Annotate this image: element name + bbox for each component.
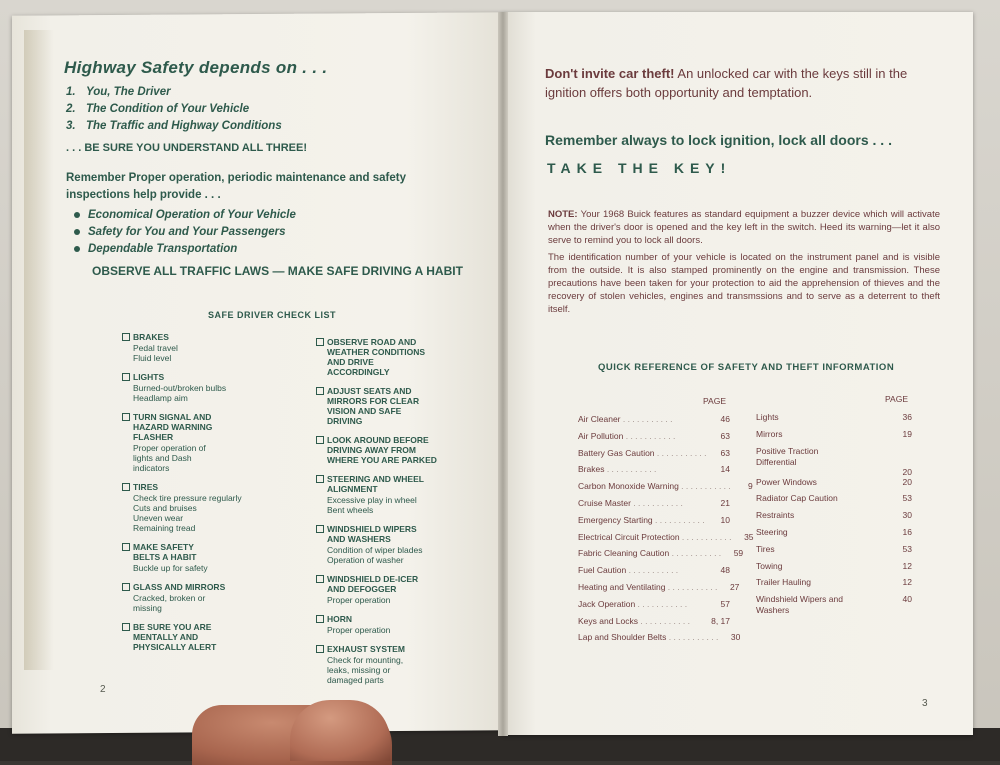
depends-list: [66, 86, 282, 137]
table-row: Carbon Monoxide Warning . . . 9: [578, 481, 730, 498]
checklist-item: WINDSHIELD DE-ICER AND DEFOGGER Proper operation: [316, 574, 466, 605]
table-row: Keys and Locks . . . 8, 17: [578, 616, 730, 633]
table-row: Fuel Caution . . . 48: [578, 565, 730, 582]
checklist-item: TIRES Check tire pressure regularly Cuts and bruises Uneven wear Remaining tread: [122, 482, 272, 533]
table-row: Lights 36: [756, 412, 912, 422]
table-row: Mirrors 19: [756, 428, 912, 439]
table-row: Fabric Cleaning Caution . . . 59: [578, 548, 730, 565]
lock-reminder: Remember always to lock ignition, lock all doors . . .: [545, 132, 892, 148]
checklist-column-1: [122, 332, 272, 661]
table-row: Tires 53: [756, 543, 912, 554]
bullet-icon: [74, 212, 80, 218]
quick-reference-title: QUICK REFERENCE OF SAFETY AND THEFT INFORMATION: [598, 362, 895, 373]
table-row: Trailer Hauling 12: [756, 577, 912, 588]
list-item: 2. The Condition of Your Vehicle: [66, 103, 250, 115]
remember-paragraph: Remember Proper operation, periodic maintenance and safety inspections help provide . . .: [66, 172, 406, 201]
checklist-item: GLASS AND MIRRORS Cracked, broken or missing: [122, 582, 272, 613]
checkbox-icon: [316, 475, 324, 483]
checklist-item: WINDSHIELD WIPERS AND WASHERS Condition of wiper blades Operation of washer: [316, 524, 466, 565]
list-item: 3. The Traffic and Highway Conditions: [66, 120, 282, 132]
checkbox-icon: [316, 436, 324, 444]
checkbox-icon: [122, 583, 130, 591]
checklist-column-2: [316, 337, 466, 694]
page-heading: Highway Safety depends on . . .: [64, 58, 328, 77]
page-column-header: PAGE: [703, 396, 726, 406]
book-spine: [498, 12, 508, 736]
quick-reference-column-1: [578, 396, 754, 649]
checkbox-icon: [122, 543, 130, 551]
checklist-item: BE SURE YOU ARE MENTALLY AND PHYSICALLY ALERT: [122, 622, 272, 652]
checkbox-icon: [122, 483, 130, 491]
table-row: Brakes . . . 14: [578, 464, 730, 481]
page-column-header: PAGE: [885, 394, 908, 404]
page-stain: [24, 30, 54, 670]
checklist-item: BRAKES Pedal travel Fluid level: [122, 332, 272, 363]
checklist-item: OBSERVE ROAD AND WEATHER CONDITIONS AND DRIVE ACCORDINGLY: [316, 337, 466, 377]
checklist-item: LOOK AROUND BEFORE DRIVING AWAY FROM WHERE YOU ARE PARKED: [316, 435, 466, 465]
quick-reference-column-2: [756, 394, 912, 616]
buzzer-note: NOTE: Your 1968 Buick features as standard equipment a buzzer device which will activate when the driver's door is opened and the key left in the switch. Heed its warning—let it also serve to remind you to lock all doors.: [548, 209, 940, 246]
table-row: Battery Gas Caution . . . 63: [578, 448, 730, 465]
table-row: Positive Traction Differential 20: [756, 445, 912, 477]
table-row: Steering 16: [756, 526, 912, 537]
table-row: Jack Operation . . . 57: [578, 599, 730, 616]
table-row: Restraints 30: [756, 510, 912, 521]
checklist-item: HORN Proper operation: [316, 614, 466, 635]
take-key-heading: TAKE THE KEY!: [547, 160, 732, 176]
table-row: Electrical Circuit Protection . . . 35: [578, 532, 730, 549]
theft-intro: Don't invite car theft! An unlocked car with the keys still in the ignition offers both opportunity and temptation.: [545, 66, 908, 100]
thumb-photo: [290, 700, 390, 761]
list-item: 1. You, The Driver: [66, 86, 171, 98]
checkbox-icon: [122, 373, 130, 381]
table-row: Air Pollution . . . 63: [578, 431, 730, 448]
checkbox-icon: [316, 615, 324, 623]
checkbox-icon: [316, 338, 324, 346]
checklist-item: MAKE SAFETY BELTS A HABIT Buckle up for safety: [122, 542, 272, 573]
list-item: Economical Operation of Your Vehicle: [74, 209, 296, 226]
checklist-item: EXHAUST SYSTEM Check for mounting, leaks, missing or damaged parts: [316, 644, 466, 685]
checklist-item: TURN SIGNAL AND HAZARD WARNING FLASHER Proper operation of lights and Dash indicators: [122, 412, 272, 473]
benefits-list: [74, 209, 296, 260]
table-row: Power Windows 20: [756, 476, 912, 487]
checkbox-icon: [316, 645, 324, 653]
identification-paragraph: The identification number of your vehicle is located on the instrument panel and is visible from the outside. It is also stamped prominently on the engine and transmission. These precautions have been taken for your protection to aid the apprehension of thieves and the recovery of stolen vehicles, engines and transmssions and to serve as a deterrent to theft itself.: [548, 252, 940, 315]
table-row: Heating and Ventilating . . . 27: [578, 582, 730, 599]
checklist-item: ADJUST SEATS AND MIRRORS FOR CLEAR VISION AND SAFE DRIVING: [316, 386, 466, 426]
table-row: Emergency Starting . . . 10: [578, 515, 730, 532]
table-row: Air Cleaner . . . 46: [578, 414, 730, 431]
table-row: Cruise Master . . . 21: [578, 498, 730, 515]
table-row: Towing 12: [756, 560, 912, 571]
bullet-icon: [74, 246, 80, 252]
list-item: Dependable Transportation: [74, 243, 296, 260]
checkbox-icon: [316, 525, 324, 533]
page-number-left: 2: [100, 684, 106, 695]
checkbox-icon: [316, 575, 324, 583]
checkbox-icon: [122, 333, 130, 341]
checklist-item: STEERING AND WHEEL ALIGNMENT Excessive play in wheel Bent wheels: [316, 474, 466, 515]
checkbox-icon: [122, 413, 130, 421]
checkbox-icon: [316, 387, 324, 395]
page-number-right: 3: [922, 698, 928, 709]
checkbox-icon: [122, 623, 130, 631]
list-item: Safety for You and Your Passengers: [74, 226, 296, 243]
checklist-item: LIGHTS Burned-out/broken bulbs Headlamp aim: [122, 372, 272, 403]
observe-slogan: OBSERVE ALL TRAFFIC LAWS — MAKE SAFE DRIVING A HABIT: [92, 264, 463, 278]
bullet-icon: [74, 229, 80, 235]
table-row: Radiator Cap Caution 53: [756, 493, 912, 504]
table-row: Lap and Shoulder Belts . . . 30: [578, 632, 730, 649]
be-sure-text: . . . BE SURE YOU UNDERSTAND ALL THREE!: [66, 142, 308, 154]
right-page: [503, 12, 973, 735]
checklist-title: SAFE DRIVER CHECK LIST: [208, 310, 337, 320]
table-row: Windshield Wipers and Washers 40: [756, 594, 912, 616]
